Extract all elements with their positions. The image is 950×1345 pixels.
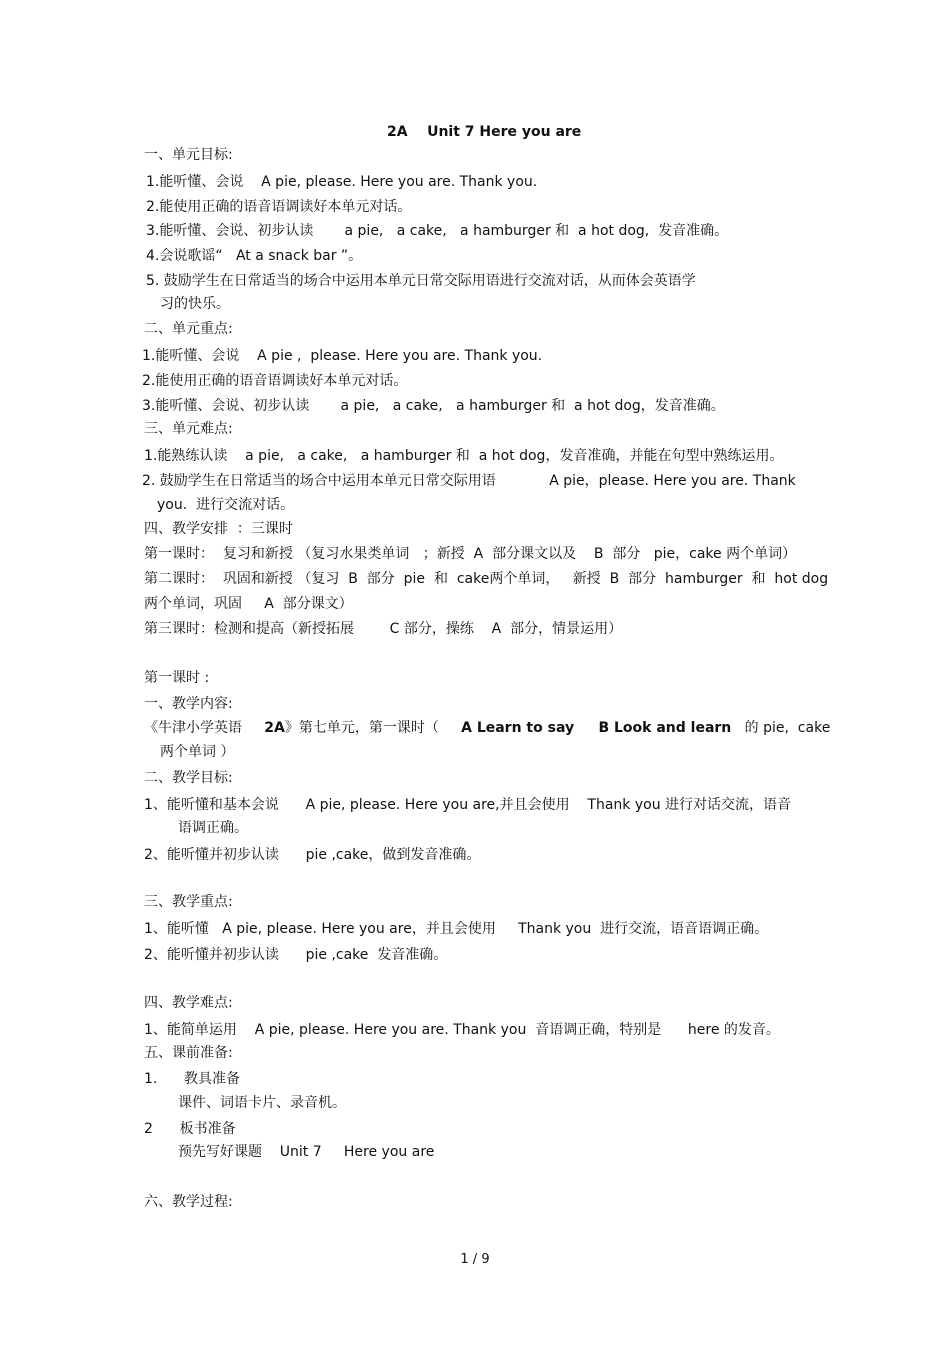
schedule-line: 第二课时： 巩固和新授 （复习 B 部分 pie 和 cake两个单词， 新授 B 部分 hamburger 和 hot dog (144, 571, 829, 587)
content-textbook: 2A (264, 720, 285, 736)
unit-key-item: 1.能听懂、会说 A pie , please. Here you are. Thank you. (142, 348, 543, 364)
unit-goals-heading: 一、单元目标: (144, 147, 233, 163)
document-title: 2A Unit 7 Here you are (387, 124, 582, 140)
unit-key-item: 2.能使用正确的语音语调读好本单元对话。 (142, 373, 408, 389)
lesson1-key-item: 1、能听懂 A pie, please. Here you are，并且会使用 Thank you 进行交流，语音语调正确。 (144, 921, 769, 937)
unit-goal-item: 5. 鼓励学生在日常适当的场合中运用本单元日常交际用语进行交流对话，从而体会英语学 (146, 273, 696, 289)
unit-difficulty-heading: 三、单元难点: (144, 421, 233, 437)
content-text: 《牛津小学英语 (144, 720, 265, 736)
lesson1-key-heading: 三、教学重点: (144, 894, 233, 910)
lesson1-goal-item: 1、能听懂和基本会说 A pie, please. Here you are,并且会使用 Thank you 进行对话交流，语音 (144, 797, 792, 813)
unit-key-item: 3.能听懂、会说、初步认读 a pie, a cake, a hamburger 和 a hot dog，发音准确。 (142, 398, 725, 414)
unit-goal-item: 1.能听懂、会说 A pie, please. Here you are. Thank you. (146, 174, 538, 190)
schedule-heading: 四、教学安排 ：三课时 (144, 521, 293, 537)
content-text: 的 pie, cake (731, 720, 831, 736)
lesson1-heading: 第一课时 : (144, 670, 210, 686)
lesson1-prep-item: 预先写好课题 Unit 7 Here you are (178, 1144, 435, 1160)
unit-difficulty-item: 2. 鼓励学生在日常适当的场合中运用本单元日常交际用语 A pie，please. Here you are. Thank (142, 473, 796, 489)
lesson1-prep-item: 1. 教具准备 (144, 1071, 241, 1087)
lesson1-process-heading: 六、教学过程: (144, 1194, 233, 1210)
unit-goal-item: 2.能使用正确的语音语调读好本单元对话。 (146, 199, 412, 215)
lesson1-goal-item: 语调正确。 (178, 820, 248, 836)
lesson1-prep-item: 2 板书准备 (144, 1121, 236, 1137)
content-sections: A Learn to say B Look and learn (461, 720, 732, 736)
lesson1-diff-item: 1、能简单运用 A pie, please. Here you are. Thank you 音语调正确，特别是 here 的发音。 (144, 1022, 780, 1038)
unit-goal-item: 3.能听懂、会说、初步认读 a pie, a cake, a hamburger 和 a hot dog, 发音准确。 (146, 223, 729, 239)
schedule-line: 第三课时：检测和提高（新授拓展 C 部分，操练 A 部分，情景运用） (144, 621, 623, 637)
lesson1-goal-item: 2、能听懂并初步认读 pie ,cake，做到发音准确。 (144, 847, 481, 863)
page-number: 1 / 9 (460, 1252, 490, 1267)
lesson1-prep-item: 课件、词语卡片、录音机。 (178, 1095, 346, 1111)
content-text: 》第七单元，第一课时（ (284, 720, 462, 736)
lesson1-key-item: 2、能听懂并初步认读 pie ,cake 发音准确。 (144, 947, 448, 963)
unit-goal-item: 4.会说歌谣“ At a snack bar ”。 (146, 248, 363, 264)
unit-difficulty-item: you. 进行交流对话。 (157, 497, 295, 513)
schedule-line: 第一课时： 复习和新授 （复习水果类单词 ；新授 A 部分课文以及 B 部分 pie，cake 两个单词） (144, 546, 797, 562)
unit-key-heading: 二、单元重点: (144, 321, 233, 337)
unit-goal-item: 习的快乐。 (160, 296, 230, 312)
lesson1-prep-heading: 五、课前准备: (144, 1045, 233, 1061)
lesson1-goals-heading: 二、教学目标: (144, 770, 233, 786)
lesson1-content-heading: 一、教学内容: (144, 696, 233, 712)
unit-difficulty-item: 1.能熟练认读 a pie, a cake, a hamburger 和 a hot dog，发音准确，并能在句型中熟练运用。 (144, 448, 784, 464)
lesson1-content-line: 两个单词 ） (160, 744, 235, 760)
schedule-line: 两个单词，巩固 A 部分课文） (144, 596, 353, 612)
lesson1-content-line (144, 719, 830, 737)
lesson1-diff-heading: 四、教学难点: (144, 995, 233, 1011)
